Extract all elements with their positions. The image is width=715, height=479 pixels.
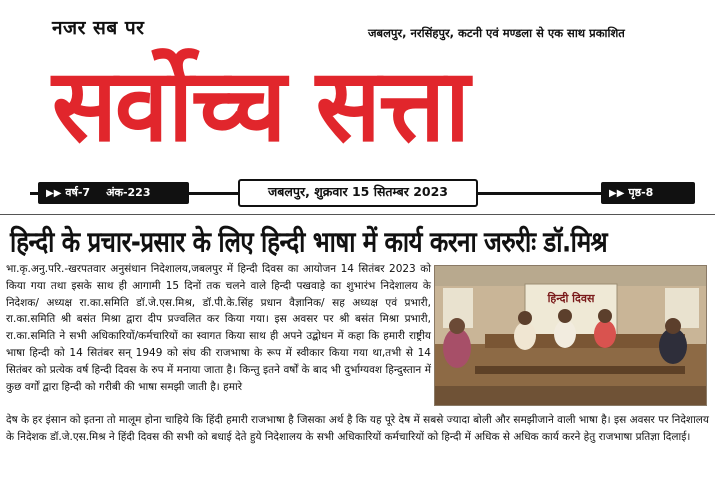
date-line: जबलपुर, शुक्रवार 15 सितम्बर 2023 [238,179,478,207]
issue-info-bar [0,182,715,206]
newspaper-title: सर्वोच्च सत्ता [52,46,468,164]
page-label: पृष्ठ-8 [628,186,654,199]
year-issue-pill [38,182,189,204]
article-body-column: भा.कृ.अनु.परि.-खरपतवार अनुसंधान निदेशालय,जबलपुर में हिन्दी दिवस का आयोजन 14 सितंबर 2023 को किया गया तथा इसके साथ ही आगामी 15 दिनों तक चलने वाले हिन्दी पखवाड़े का शुभारंभ निदेशालय के निदेशक/ अध्यक्ष रा.का.समिति डॉ.जे.एस.मिश्र, डॉ.पी.के.सिंह प्रधान वैज्ञानिक/ सह अध्यक्ष एवं प्रभारी, रा.का.समिति श्री बसंत मिश्रा द्वारा दीप प्रज्वलित कर किया गया। इस अवसर पर श्री बसंत मिश्रा प्रभारी, रा.का.समिति ने सभी अधिकारियों/कर्मचारियों का स्वागत किया साथ ही अपने उद्बोधन में कहा कि हमारी राष्ट्रीय भाषा हिन्दी को 14 सितंबर सन् 1949 को संघ की राजभाषा के रूप में स्वीकार किया गया था,तभी से 14 सितंबर को प्रत्येक वर्ष हिन्दी दिवस के रुप में मनाया जाता है। किन्तु इतने वर्षों के बाद भी दुर्भाग्यवश हिन्दुस्तान में कुछ वर्गों द्वारा हिन्दी को गरीबी की भाषा समझी जाती है। हमारे [6,263,431,393]
year-label: वर्ष-7 [65,186,91,199]
event-photo-illustration [435,266,706,405]
top-rule [0,214,715,215]
masthead-tagline: नजर सब पर [52,17,145,39]
masthead [0,0,715,180]
masthead-editions: जबलपुर, नरसिंहपुर, कटनी एवं मण्डला से एक साथ प्रकाशित [368,26,625,40]
double-arrow-icon: ▶▶ [609,188,625,199]
article-headline: हिन्दी के प्रचार-प्रसार के लिए हिन्दी भाषा में कार्य करना जरुरीः डॉ.मिश्र [10,225,608,259]
article-body-continuation: देष के हर इंसान को इतना तो मालूम होना चाहिये कि हिंदी हमारी राजभाषा है जिसका अर्थ है कि यह पूरे देष में सबसे ज्यादा बोली और समझीजाने वाली भाषा है। इस अवसर पर निदेशालय के निदेशक डॉ.जे.एस.मिश्र ने हिंदी दिवस की सभी को बधाई देते हुये निदेशालय के सभी अधिकारियों कर्मचारियों को हिन्दी में अधिक से अधिक कार्य करने हेतु राजभाषा प्रतिज्ञा दिलाई। [6,414,709,443]
double-arrow-icon: ▶▶ [46,188,62,199]
page-pill [601,182,695,204]
issue-label: अंक-223 [106,186,151,199]
event-photo [434,265,707,406]
photo-banner-text: हिन्दी दिवस [547,292,595,305]
